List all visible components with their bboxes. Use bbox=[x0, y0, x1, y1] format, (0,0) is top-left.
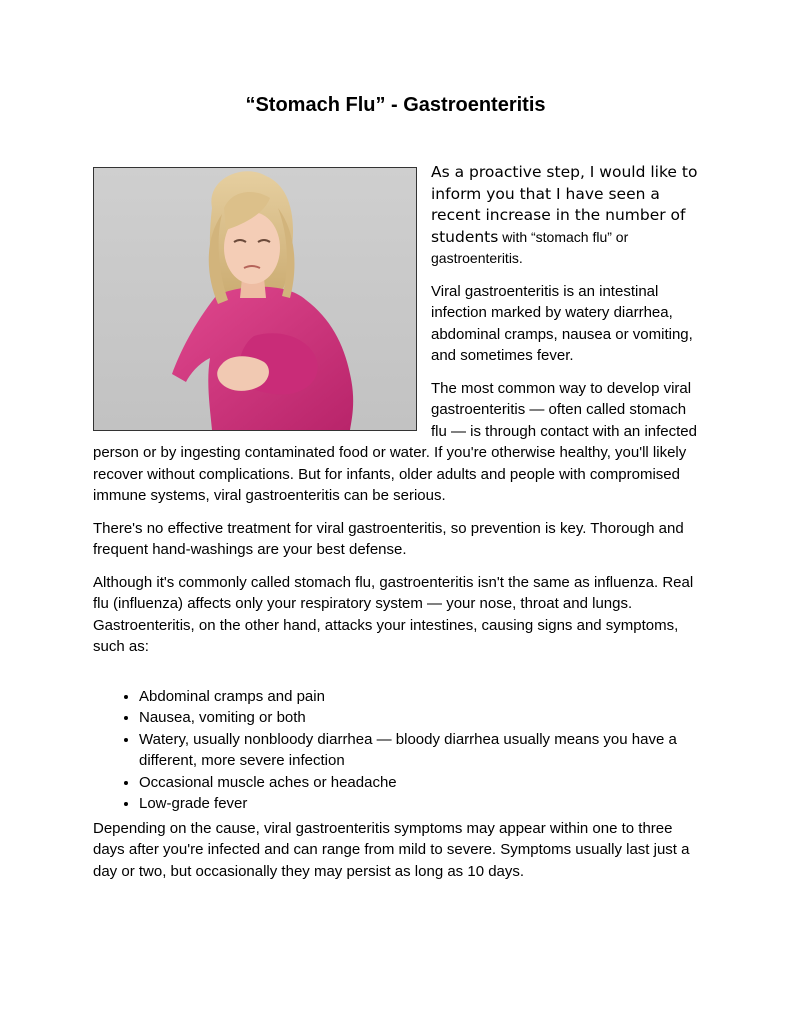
intro-tail: with “stomach flu” or gastroenteritis. bbox=[431, 228, 629, 266]
symptoms-list bbox=[93, 686, 703, 815]
list-item: • Low-grade fever bbox=[139, 793, 703, 815]
sick-child-photo bbox=[93, 167, 417, 431]
sick-child-illustration bbox=[94, 168, 416, 430]
paragraph-closing: Depending on the cause, viral gastroenteritis symptoms may appear within one to three days after you're infected and can range from mild to severe. Symptoms usually last just a day or two, but occasionally they may persist as long as 10 days. bbox=[93, 819, 690, 880]
list-item: • Occasional muscle aches or headache bbox=[139, 772, 703, 794]
list-item: • Abdominal cramps and pain bbox=[139, 686, 703, 708]
intro-lead: As a proactive step, I would like to inform you that I have seen a recent increase in the number of students bbox=[431, 163, 698, 246]
paragraph-definition: Viral gastroenteritis is an intestinal infection marked by watery diarrhea, abdominal cramps, nausea or vomiting, and sometimes fever. bbox=[431, 282, 693, 364]
document-body bbox=[93, 162, 703, 893]
page-title: “Stomach Flu” - Gastroenteritis bbox=[245, 94, 546, 116]
paragraph-prevention: There's no effective treatment for viral gastroenteritis, so prevention is key. Thorough and frequent hand-washings are your best defense. bbox=[93, 519, 684, 558]
paragraph-transmission: The most common way to develop viral gastroenteritis — often called stomach flu — is through contact with an infected person or by ingesting contaminated food or water. If you're otherwise healthy, you'll likely recover without complications. But for infants, older adults and people with compromised immune systems, viral gastroenteritis can be serious. bbox=[93, 379, 697, 504]
list-item: • Nausea, vomiting or both bbox=[139, 707, 703, 729]
paragraph-comparison: Although it's commonly called stomach flu, gastroenteritis isn't the same as influenza. Real flu (influenza) affects only your respiratory system — your nose, throat and lungs. Gastroenteritis, on the other hand, attacks your intestines, causing signs and symptoms, such as: bbox=[93, 573, 694, 655]
list-item: • Watery, usually nonbloody diarrhea — bloody diarrhea usually means you have a different, more severe infection bbox=[139, 729, 703, 772]
